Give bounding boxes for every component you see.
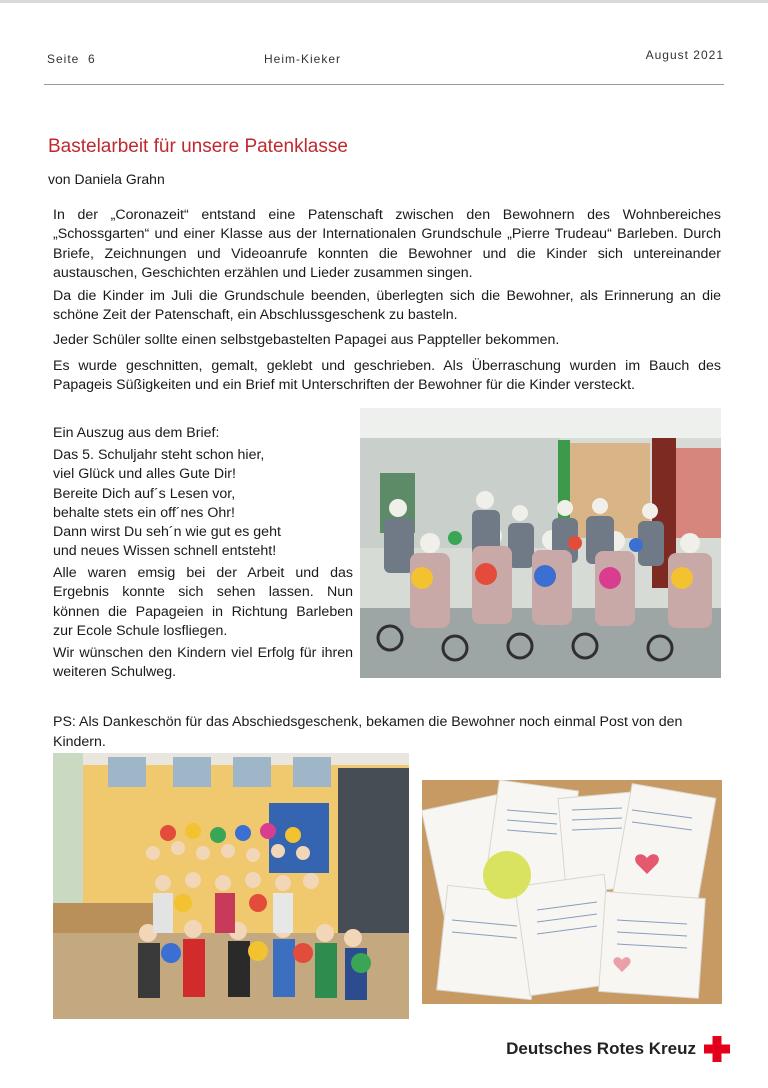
footer-branding [506,1036,730,1062]
paragraph-5: Alle waren emsig bei der Arbeit und das Ergebnis konnte sich sehen lassen. Nun können die Papageien in Richtung Barleben zur Ecole Schule losfliegen. [53,565,353,639]
residents-photo-image [360,408,721,678]
issue-date: August 2021 [645,48,724,62]
paragraph-4: Es wurde geschnitten, gemalt, geklebt und geschrieben. Als Überraschung wurden im Bauch des Papageis Süßigkeiten und ein Brief mit Unterschriften der Bewohner für die Kinder versteckt. [53,358,721,394]
poem-line: viel Glück und alles Gute Dir! [53,466,236,483]
paragraph-6: Wir wünschen den Kindern viel Erfolg für ihren weiteren Schulweg. [53,645,353,681]
paragraph-2: Da die Kinder im Juli die Grundschule beenden, überlegten sich die Bewohner, als Erinnerung an die schöne Zeit der Patenschaft, ein Abschlussgeschenk zu basteln. [53,288,721,324]
page-number: Seite 6 [47,52,96,66]
children-photo [53,753,409,1019]
article-title: Bastelarbeit für unsere Patenklasse [48,136,348,157]
letters-photo-image [422,780,722,1004]
poem-line: und neues Wissen schnell entsteht! [53,543,277,560]
paragraph-1: In der „Coronazeit“ entstand eine Patenschaft zwischen den Bewohnern des Wohnbereiches „Schossgarten“ und einer Klasse aus der Internationalen Grundschule „Pierre Trudeau“ Barleben. Durch Briefe, Zeichnungen und Videoanrufe konnten die Bewohner und die Kinder sich untereinander austauschen, Geschichten erzählen und Lieder zusammen singen. [53,207,721,281]
letters-photo [422,780,722,1004]
ps-note: PS: Als Dankeschön für das Abschiedsgeschenk, bekamen die Bewohner noch einmal Post von den Kindern. [53,714,683,750]
letter-poem [53,446,353,562]
paragraph-3: Jeder Schüler sollte einen selbstgebastelten Papagei aus Pappteller bekommen. [53,332,560,348]
organization-name: Deutsches Rotes Kreuz [506,1039,696,1058]
children-photo-image [53,753,409,1019]
residents-photo [360,408,721,678]
page-top-edge [0,0,768,3]
red-cross-icon [704,1036,730,1062]
publication-name: Heim-Kieker [264,52,342,66]
letter-intro: Ein Auszug aus dem Brief: [53,425,220,441]
poem-line: Dann wirst Du seh´n wie gut es geht [53,524,281,541]
poem-line: behalte stets ein off´nes Ohr! [53,504,235,521]
poem-line: Bereite Dich auf´s Lesen vor, [53,485,236,502]
page-header [44,48,724,85]
article-author: von Daniela Grahn [48,171,165,187]
poem-line: Das 5. Schuljahr steht schon hier, [53,447,265,463]
